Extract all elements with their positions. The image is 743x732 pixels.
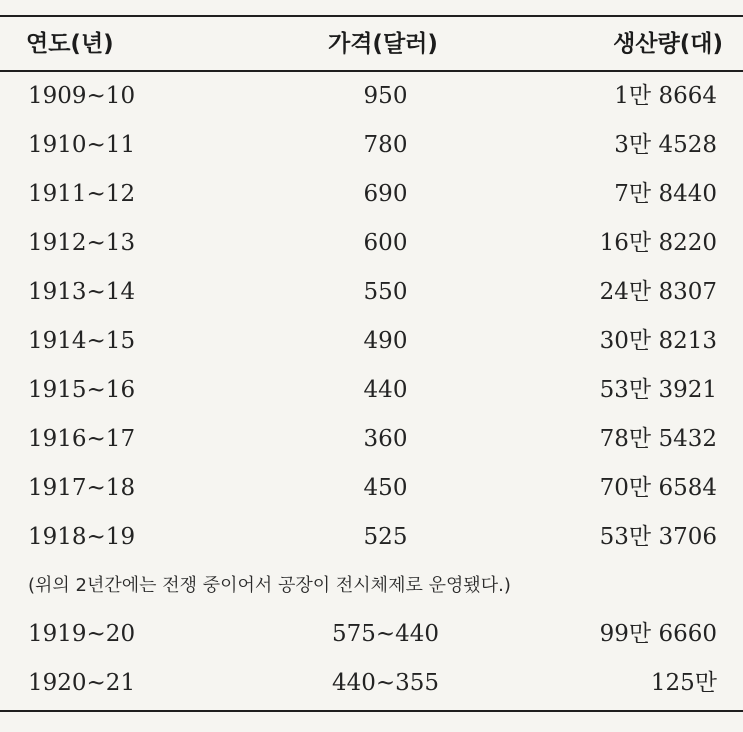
year-cell: 1915~16: [28, 377, 136, 403]
production-cell: 70만 6584: [599, 475, 717, 501]
year-cell: 1917~18: [28, 475, 136, 501]
table-row: [0, 76, 743, 116]
price-cell: 575~440: [331, 621, 440, 647]
year-cell: 1919~20: [28, 621, 136, 647]
production-cell: 24만 8307: [599, 279, 717, 305]
price-cell: 690: [363, 181, 408, 207]
table-row: [0, 321, 743, 361]
production-cell: 16만 8220: [599, 230, 717, 256]
table-row: [0, 468, 743, 508]
production-cell: 99만 6660: [599, 621, 717, 647]
year-cell: 1910~11: [28, 132, 136, 158]
year-cell: 1914~15: [28, 328, 136, 354]
price-cell: 550: [363, 279, 408, 305]
production-cell: 1만 8664: [614, 83, 717, 109]
year-cell: 1920~21: [28, 670, 136, 696]
production-cell: 53만 3706: [599, 524, 717, 550]
production-cell: 53만 3921: [599, 377, 717, 403]
header-price: 가격(달러): [328, 31, 438, 57]
production-cell: 78만 5432: [599, 426, 717, 452]
price-cell: 360: [363, 426, 408, 452]
price-cell: 950: [363, 83, 408, 109]
table-top-rule: [0, 15, 743, 17]
production-cell: 125만: [650, 670, 717, 696]
table-row: [0, 174, 743, 214]
table-row: [0, 614, 743, 654]
table-row: [0, 419, 743, 459]
price-cell: 440: [363, 377, 408, 403]
price-cell: 490: [363, 328, 408, 354]
header-production: 생산량(대): [613, 31, 723, 57]
price-cell: 600: [363, 230, 408, 256]
price-cell: 780: [363, 132, 408, 158]
year-cell: 1916~17: [28, 426, 136, 452]
header-year: 연도(년): [26, 31, 114, 57]
year-cell: 1912~13: [28, 230, 136, 256]
table-row: [0, 663, 743, 703]
year-cell: 1911~12: [28, 181, 136, 207]
table-note: (위의 2년간에는 전쟁 중이어서 공장이 전시체제로 운영됐다.): [28, 575, 511, 596]
price-cell: 440~355: [331, 670, 440, 696]
year-cell: 1918~19: [28, 524, 136, 550]
price-cell: 525: [363, 524, 408, 550]
table-bottom-rule: [0, 710, 743, 712]
year-cell: 1909~10: [28, 83, 136, 109]
header-rule: [0, 70, 743, 72]
production-cell: 3만 4528: [614, 132, 717, 158]
price-cell: 450: [363, 475, 408, 501]
production-cell: 7만 8440: [614, 181, 717, 207]
table-row: [0, 223, 743, 263]
table-row: [0, 125, 743, 165]
table-row: [0, 517, 743, 557]
year-cell: 1913~14: [28, 279, 136, 305]
table-row: [0, 272, 743, 312]
table-row: [0, 370, 743, 410]
production-cell: 30만 8213: [599, 328, 717, 354]
